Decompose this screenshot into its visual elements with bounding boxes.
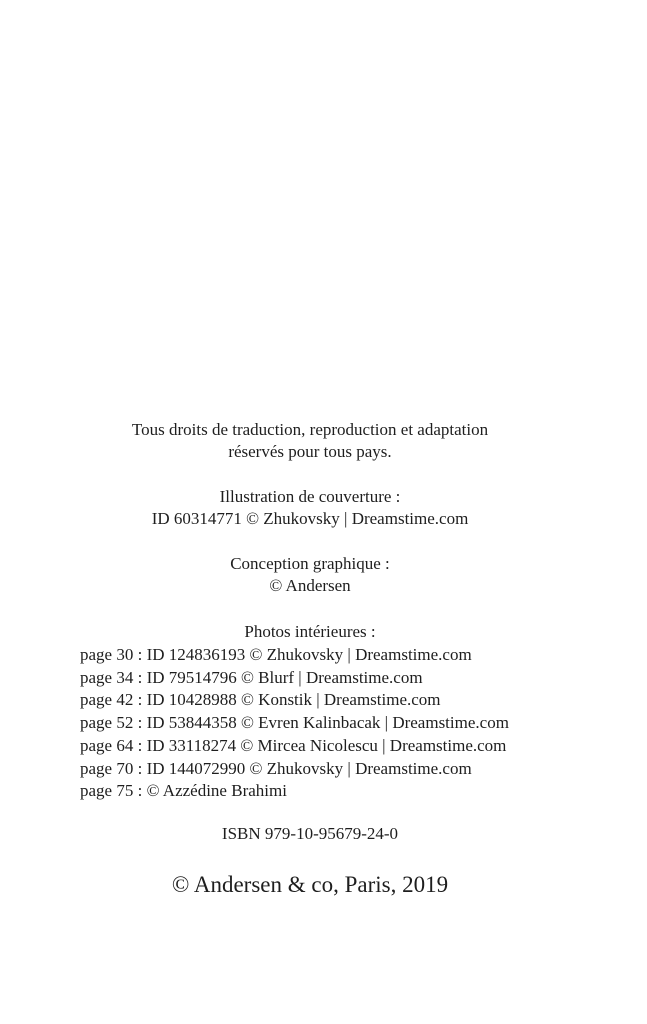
photo-credit-item: page 42 : ID 10428988 © Konstik | Dreamstime.com — [80, 690, 441, 710]
cover-heading: Illustration de couverture : — [219, 487, 401, 506]
rights-line-2: réservés pour tous pays. — [228, 442, 392, 461]
photo-credit-item: page 75 : © Azzédine Brahimi — [80, 781, 287, 801]
cover-credit: ID 60314771 © Zhukovsky | Dreamstime.com — [151, 509, 469, 528]
photo-credit-item: page 64 : ID 33118274 © Mircea Nicolescu | Dreamstime.com — [80, 735, 507, 755]
photo-credit-item: page 52 : ID 53844358 © Evren Kalinbacak | Dreamstime.com — [80, 713, 509, 733]
design-heading: Conception graphique : — [230, 554, 390, 573]
design-credit: © Andersen — [269, 576, 351, 595]
copyright-notice: © Andersen & co, Paris, 2019 — [171, 872, 449, 897]
photo-credit-item: page 70 : ID 144072990 © Zhukovsky | Dreamstime.com — [80, 758, 472, 778]
isbn — [0, 823, 620, 845]
rights-notice — [0, 419, 620, 463]
photo-credit-item: page 30 : ID 124836193 © Zhukovsky | Dreamstime.com — [80, 645, 472, 664]
rights-line-1: Tous droits de traduction, reproduction et adaptation — [131, 420, 489, 439]
graphic-design-credit — [0, 553, 620, 597]
photo-credits-list — [80, 644, 600, 803]
photos-section — [0, 621, 620, 643]
isbn-number: ISBN 979-10-95679-24-0 — [221, 824, 399, 843]
cover-illustration-credit — [0, 486, 620, 530]
photo-credit-item: page 34 : ID 79514796 © Blurf | Dreamstime.com — [80, 667, 423, 687]
photos-heading: Photos intérieures : — [244, 622, 376, 641]
